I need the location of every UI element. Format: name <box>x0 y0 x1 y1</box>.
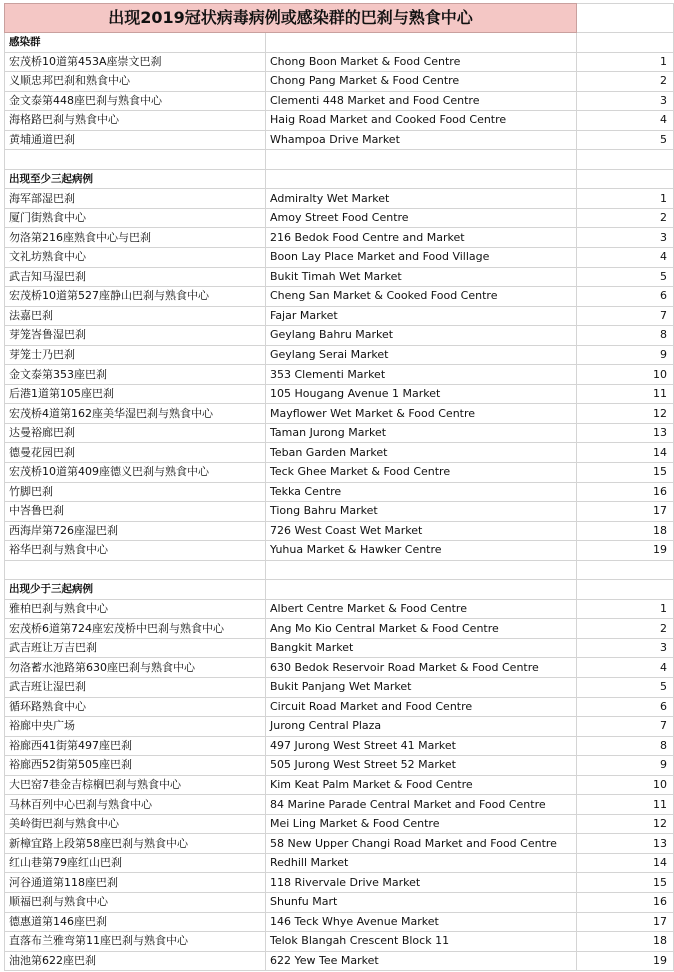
row-number-cell: 19 <box>577 951 674 971</box>
table-row <box>5 287 674 307</box>
chinese-name-cell: 中峇鲁巴刹 <box>5 502 266 522</box>
english-name-cell: 105 Hougang Avenue 1 Market <box>266 384 577 404</box>
row-number-cell: 10 <box>577 775 674 795</box>
chinese-name-cell: 循环路熟食中心 <box>5 697 266 717</box>
chinese-name-cell: 武吉班让湿巴刹 <box>5 677 266 697</box>
table-row <box>5 638 674 658</box>
table-row <box>5 717 674 737</box>
english-name-cell: 118 Rivervale Drive Market <box>266 873 577 893</box>
page-title: 出现2019冠状病毒病例或感染群的巴刹与熟食中心 <box>5 4 577 33</box>
chinese-name-cell: 德曼花园巴刹 <box>5 443 266 463</box>
chinese-name-cell: 裕廊西41街第497座巴刹 <box>5 736 266 756</box>
chinese-name-cell: 武吉班让万吉巴刹 <box>5 638 266 658</box>
chinese-name-cell: 后港1道第105座巴刹 <box>5 384 266 404</box>
english-name-cell: Chong Boon Market & Food Centre <box>266 52 577 72</box>
row-number-cell: 3 <box>577 228 674 248</box>
english-name-cell: Redhill Market <box>266 853 577 873</box>
chinese-name-cell: 直落布兰雅弯第11座巴刹与熟食中心 <box>5 932 266 952</box>
chinese-name-cell: 宏茂桥4道第162座美华湿巴刹与熟食中心 <box>5 404 266 424</box>
table-row <box>5 267 674 287</box>
row-number-cell: 11 <box>577 384 674 404</box>
chinese-name-cell: 法嘉巴刹 <box>5 306 266 326</box>
english-name-cell: Jurong Central Plaza <box>266 717 577 737</box>
chinese-name-cell: 海军部湿巴刹 <box>5 189 266 209</box>
table-row <box>5 677 674 697</box>
row-number-cell: 10 <box>577 365 674 385</box>
row-number-cell: 2 <box>577 619 674 639</box>
chinese-name-cell: 金文泰第448座巴刹与熟食中心 <box>5 91 266 111</box>
table-row <box>5 404 674 424</box>
table-row <box>5 345 674 365</box>
english-name-cell: Geylang Bahru Market <box>266 326 577 346</box>
row-number-cell: 2 <box>577 208 674 228</box>
english-name-cell: 58 New Upper Changi Road Market and Food Centre <box>266 834 577 854</box>
english-name-cell: Telok Blangah Crescent Block 11 <box>266 932 577 952</box>
table-row <box>5 932 674 952</box>
chinese-name-cell: 油池第622座巴刹 <box>5 951 266 971</box>
blank-row <box>5 150 674 170</box>
table-row <box>5 541 674 561</box>
table-row <box>5 502 674 522</box>
english-name-cell: 216 Bedok Food Centre and Market <box>266 228 577 248</box>
english-name-cell: Circuit Road Market and Food Centre <box>266 697 577 717</box>
row-number-cell: 12 <box>577 404 674 424</box>
chinese-name-cell: 义顺忠邦巴刹和熟食中心 <box>5 72 266 92</box>
chinese-name-cell: 宏茂桥6道第724座宏茂桥中巴刹与熟食中心 <box>5 619 266 639</box>
row-number-cell: 12 <box>577 814 674 834</box>
english-name-cell: 505 Jurong West Street 52 Market <box>266 756 577 776</box>
section-heading: 出现少于三起病例 <box>5 580 266 600</box>
row-number-cell: 2 <box>577 72 674 92</box>
section-heading: 出现至少三起病例 <box>5 169 266 189</box>
table-row <box>5 462 674 482</box>
blank-cell <box>266 150 577 170</box>
chinese-name-cell: 达曼裕廊巴刹 <box>5 423 266 443</box>
table-row <box>5 365 674 385</box>
table-row <box>5 795 674 815</box>
chinese-name-cell: 宏茂桥10道第409座德义巴刹与熟食中心 <box>5 462 266 482</box>
chinese-name-cell: 西海岸第726座湿巴刹 <box>5 521 266 541</box>
row-number-cell: 6 <box>577 697 674 717</box>
english-name-cell: 497 Jurong West Street 41 Market <box>266 736 577 756</box>
chinese-name-cell: 马林百列中心巴刹与熟食中心 <box>5 795 266 815</box>
row-number-cell: 18 <box>577 521 674 541</box>
blank-cell <box>266 560 577 580</box>
table-row <box>5 111 674 131</box>
row-number-cell: 1 <box>577 189 674 209</box>
chinese-name-cell: 金文泰第353座巴刹 <box>5 365 266 385</box>
row-number-cell: 5 <box>577 677 674 697</box>
table-row <box>5 912 674 932</box>
row-number-cell: 17 <box>577 912 674 932</box>
english-name-cell: Teck Ghee Market & Food Centre <box>266 462 577 482</box>
row-number-cell: 15 <box>577 462 674 482</box>
english-name-cell: 146 Teck Whye Avenue Market <box>266 912 577 932</box>
row-number-cell: 13 <box>577 423 674 443</box>
table-row <box>5 306 674 326</box>
row-number-cell: 15 <box>577 873 674 893</box>
chinese-name-cell: 河谷通道第118座巴刹 <box>5 873 266 893</box>
table-row <box>5 834 674 854</box>
row-number-cell: 7 <box>577 717 674 737</box>
table-row <box>5 756 674 776</box>
blank-cell <box>577 150 674 170</box>
english-name-cell: Amoy Street Food Centre <box>266 208 577 228</box>
english-name-cell: Tiong Bahru Market <box>266 502 577 522</box>
blank-cell <box>577 560 674 580</box>
market-table <box>4 3 674 971</box>
row-number-cell: 5 <box>577 267 674 287</box>
table-row <box>5 208 674 228</box>
row-number-cell: 5 <box>577 130 674 150</box>
table-row <box>5 189 674 209</box>
table-row <box>5 814 674 834</box>
chinese-name-cell: 雅柏巴刹与熟食中心 <box>5 599 266 619</box>
english-name-cell: Mayflower Wet Market & Food Centre <box>266 404 577 424</box>
row-number-cell: 17 <box>577 502 674 522</box>
table-row <box>5 521 674 541</box>
row-number-cell: 9 <box>577 345 674 365</box>
empty-cell <box>266 169 577 189</box>
english-name-cell: Taman Jurong Market <box>266 423 577 443</box>
section-header-row <box>5 33 674 53</box>
english-name-cell: Cheng San Market & Cooked Food Centre <box>266 287 577 307</box>
table-row <box>5 443 674 463</box>
english-name-cell: Haig Road Market and Cooked Food Centre <box>266 111 577 131</box>
blank-cell <box>5 560 266 580</box>
row-number-cell: 11 <box>577 795 674 815</box>
chinese-name-cell: 宏茂桥10道第527座静山巴刹与熟食中心 <box>5 287 266 307</box>
english-name-cell: 353 Clementi Market <box>266 365 577 385</box>
empty-cell <box>266 580 577 600</box>
english-name-cell: 630 Bedok Reservoir Road Market & Food Centre <box>266 658 577 678</box>
chinese-name-cell: 芽笼士乃巴刹 <box>5 345 266 365</box>
row-number-cell: 8 <box>577 736 674 756</box>
english-name-cell: Bangkit Market <box>266 638 577 658</box>
row-number-cell: 16 <box>577 482 674 502</box>
table-row <box>5 91 674 111</box>
chinese-name-cell: 裕华巴刹与熟食中心 <box>5 541 266 561</box>
english-name-cell: Tekka Centre <box>266 482 577 502</box>
english-name-cell: Kim Keat Palm Market & Food Centre <box>266 775 577 795</box>
chinese-name-cell: 新樟宜路上段第58座巴刹与熟食中心 <box>5 834 266 854</box>
chinese-name-cell: 大巴窑7巷金吉棕榈巴刹与熟食中心 <box>5 775 266 795</box>
chinese-name-cell: 宏茂桥10道第453A座崇文巴刹 <box>5 52 266 72</box>
chinese-name-cell: 勿洛蓄水池路第630座巴刹与熟食中心 <box>5 658 266 678</box>
row-number-cell: 4 <box>577 658 674 678</box>
table-row <box>5 697 674 717</box>
row-number-cell: 1 <box>577 52 674 72</box>
table-row <box>5 853 674 873</box>
chinese-name-cell: 美岭街巴刹与熟食中心 <box>5 814 266 834</box>
row-number-cell: 14 <box>577 853 674 873</box>
row-number-cell: 13 <box>577 834 674 854</box>
empty-cell <box>266 33 577 53</box>
english-name-cell: Teban Garden Market <box>266 443 577 463</box>
english-name-cell: Geylang Serai Market <box>266 345 577 365</box>
table-row <box>5 130 674 150</box>
english-name-cell: Fajar Market <box>266 306 577 326</box>
section-header-row <box>5 169 674 189</box>
title-row <box>5 4 674 33</box>
table-row <box>5 384 674 404</box>
row-number-cell: 8 <box>577 326 674 346</box>
english-name-cell: 84 Marine Parade Central Market and Food Centre <box>266 795 577 815</box>
section-heading: 感染群 <box>5 33 266 53</box>
chinese-name-cell: 裕廊西52街第505座巴刹 <box>5 756 266 776</box>
english-name-cell: Shunfu Mart <box>266 892 577 912</box>
row-number-cell: 3 <box>577 638 674 658</box>
table-row <box>5 247 674 267</box>
chinese-name-cell: 文礼坊熟食中心 <box>5 247 266 267</box>
blank-row <box>5 560 674 580</box>
table-row <box>5 892 674 912</box>
row-number-cell: 16 <box>577 892 674 912</box>
chinese-name-cell: 红山巷第79座红山巴刹 <box>5 853 266 873</box>
row-number-cell: 7 <box>577 306 674 326</box>
table-row <box>5 775 674 795</box>
english-name-cell: Bukit Panjang Wet Market <box>266 677 577 697</box>
table-row <box>5 52 674 72</box>
table-row <box>5 228 674 248</box>
title-spacer-cell <box>577 4 674 33</box>
english-name-cell: Mei Ling Market & Food Centre <box>266 814 577 834</box>
chinese-name-cell: 黄埔通道巴刹 <box>5 130 266 150</box>
empty-cell <box>577 33 674 53</box>
chinese-name-cell: 顺福巴刹与熟食中心 <box>5 892 266 912</box>
row-number-cell: 19 <box>577 541 674 561</box>
english-name-cell: Clementi 448 Market and Food Centre <box>266 91 577 111</box>
table-row <box>5 72 674 92</box>
empty-cell <box>577 580 674 600</box>
row-number-cell: 14 <box>577 443 674 463</box>
english-name-cell: Bukit Timah Wet Market <box>266 267 577 287</box>
table-row <box>5 482 674 502</box>
table-row <box>5 619 674 639</box>
english-name-cell: Whampoa Drive Market <box>266 130 577 150</box>
english-name-cell: 726 West Coast Wet Market <box>266 521 577 541</box>
table-row <box>5 599 674 619</box>
chinese-name-cell: 勿洛第216座熟食中心与巴刹 <box>5 228 266 248</box>
table-row <box>5 326 674 346</box>
row-number-cell: 9 <box>577 756 674 776</box>
chinese-name-cell: 厦门街熟食中心 <box>5 208 266 228</box>
row-number-cell: 4 <box>577 111 674 131</box>
english-name-cell: Albert Centre Market & Food Centre <box>266 599 577 619</box>
chinese-name-cell: 竹脚巴刹 <box>5 482 266 502</box>
chinese-name-cell: 海格路巴刹与熟食中心 <box>5 111 266 131</box>
english-name-cell: 622 Yew Tee Market <box>266 951 577 971</box>
chinese-name-cell: 芽笼峇鲁湿巴刹 <box>5 326 266 346</box>
english-name-cell: Boon Lay Place Market and Food Village <box>266 247 577 267</box>
table-row <box>5 736 674 756</box>
section-header-row <box>5 580 674 600</box>
row-number-cell: 3 <box>577 91 674 111</box>
table-row <box>5 658 674 678</box>
english-name-cell: Chong Pang Market & Food Centre <box>266 72 577 92</box>
chinese-name-cell: 武吉知马湿巴刹 <box>5 267 266 287</box>
row-number-cell: 18 <box>577 932 674 952</box>
table-row <box>5 423 674 443</box>
chinese-name-cell: 裕廊中央广场 <box>5 717 266 737</box>
empty-cell <box>577 169 674 189</box>
table-row <box>5 873 674 893</box>
table-row <box>5 951 674 971</box>
blank-cell <box>5 150 266 170</box>
row-number-cell: 4 <box>577 247 674 267</box>
chinese-name-cell: 德惠道第146座巴刹 <box>5 912 266 932</box>
english-name-cell: Yuhua Market & Hawker Centre <box>266 541 577 561</box>
english-name-cell: Admiralty Wet Market <box>266 189 577 209</box>
english-name-cell: Ang Mo Kio Central Market & Food Centre <box>266 619 577 639</box>
row-number-cell: 1 <box>577 599 674 619</box>
row-number-cell: 6 <box>577 287 674 307</box>
